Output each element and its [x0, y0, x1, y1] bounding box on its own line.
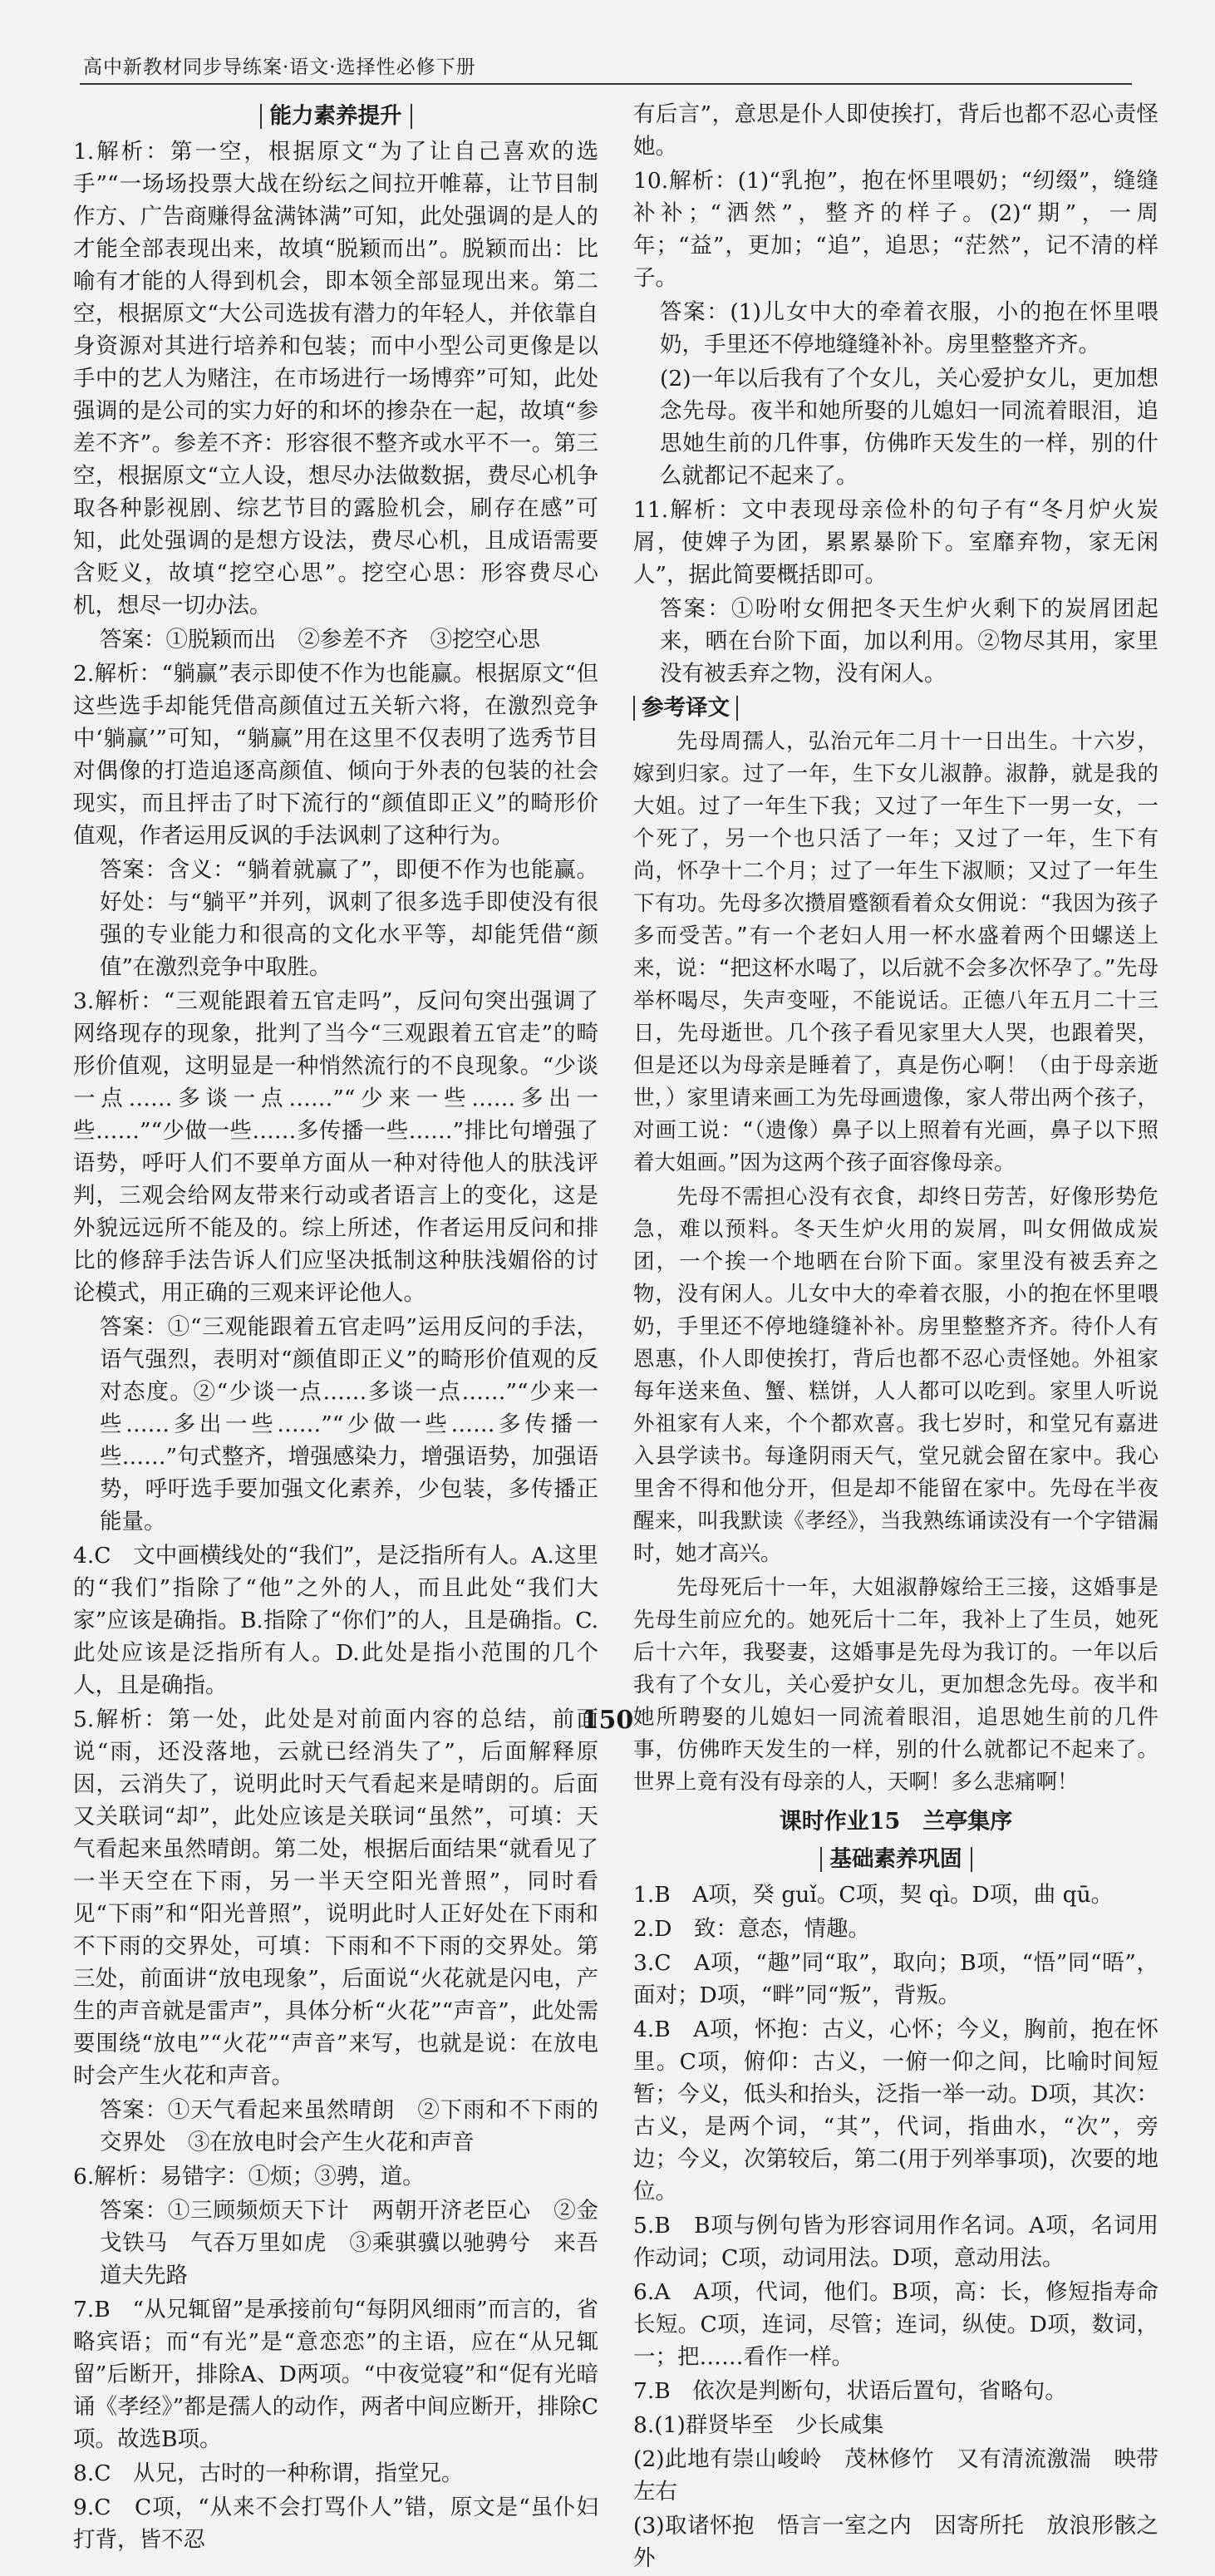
q4-answer: 4.C 文中画横线处的“我们”，是泛指所有人。A.这里的“我们”指除了“他”之外的人，而且此处“我们大家”应该是确指。B.指除了“你们”的人，且是确指。C.此处应该是泛指所有人。D.此处是指小范围的几个人，且是确指。 — [73, 1543, 598, 1698]
q7-answer: 7.B “从兄辄留”是承接前句“每阴风细雨”而言的，省略宾语；而“有光”是“意恋恋”的主语，应在“从兄辄留”后断开，排除A、D两项。“中夜觉寝”和“促有光暗诵《孝经》”都是孺人的动作，两者中间应断开，排除C项。故选B项。 — [73, 2297, 598, 2452]
q9-continued: 有后言”，意思是仆人即使挨打，背后也都不忍心责怪她。 — [633, 101, 1158, 160]
section-title-text: 基础素养巩固 — [820, 1847, 972, 1872]
section-title-ability — [73, 100, 598, 132]
lesson-answer-item: 7.B 依次是判断句，状语后置句，省略句。 — [633, 2378, 1067, 2404]
lesson-answer-item: 3.C A项，“趣”同“取”，取向；B项，“悟”同“晤”，面对；D项，“畔”同“叛”，背叛。 — [633, 1950, 1158, 2008]
lesson-title: 课时作业15 兰亭集序 — [779, 1809, 1013, 1835]
translation-paragraph: 先母死后十一年，大姐淑静嫁给王三接，这婚事是先母生前应允的。她死后十二年，我补上了生员，她死后十六年，我娶妻，这婚事是先母为我订的。一年以后我有了个女儿，关心爱护女儿，更加想念先母。夜半和她所聘娶的儿媳妇一同流着眼泪，追思她生前的几件事，仿佛昨天发生的一样，别的什么就都记不起来了。世界上竟有没有母亲的人，天啊！多么悲痛啊！ — [633, 1575, 1158, 1795]
q10-analysis: 10.解析：(1)“乳抱”，抱在怀里喂奶；“纫缀”，缝缝补补；“洒然”，整齐的样子。(2)“期”，一周年；“益”，更加；“追”，追思；“茫然”，记不清的样子。 — [633, 168, 1158, 291]
lesson-answer-item: 6.A A项，代词，他们。B项，高：长，修短指寿命长短。C项，连词，尽管；连词，纵使。D项，数词，一；把……看作一样。 — [633, 2279, 1158, 2370]
reference-translation-title: 参考译文 — [633, 696, 738, 721]
q8-answer: 8.C 从兄，古时的一种称谓，指堂兄。 — [73, 2460, 464, 2486]
q9-answer: 9.C C项，“从来不会打骂仆人”错，原文是“虽仆妇打背，皆不忍 — [73, 2495, 598, 2553]
lesson-answer-item: 8.(1)群贤毕至 少长咸集 — [633, 2412, 884, 2438]
translation-paragraph: 先母周孺人，弘治元年二月十一日出生。十六岁，嫁到归家。过了一年，生下女儿淑静。淑静，就是我的大姐。过了一年生下我；又过了一年生下一男一女，一个死了，另一个也只活了一年；又过了一年，生下有尚，怀孕十二个月；过了一年生下淑顺；又过了一年生下有功。先母多次攒眉蹙额看着众女佣说：“我因为孩子多而受苦。”有一个老妇人用一杯水盛着两个田螺送上来，说：“把这杯水喝了，以后就不会多次怀孕了。”先母举杯喝尽，失声变哑，不能说话。正德八年五月二十三日，先母逝世。几个孩子看见家里大人哭，也跟着哭，但是还以为母亲是睡着了，真是伤心啊！（由于母亲逝世，）家里请来画工为先母画遗像，家人带出两个孩子，对画工说：“（遗像）鼻子以上照着有光画，鼻子以下照着大姐画。”因为这两个孩子面容像母亲。 — [633, 729, 1158, 1175]
lesson-answer-item: 1.B A项，癸 guǐ。C项，契 qì。D项，曲 qū。 — [633, 1882, 1114, 1908]
page-number: 150 — [581, 1706, 634, 1735]
lesson-answer-item: (3)取诸怀抱 悟言一室之内 因寄所托 放浪形骸之外 — [633, 2513, 1158, 2571]
q2-answer: 答案：含义：“躺着就赢了”，即便不作为也能赢。好处：与“躺平”并列，讽刺了很多选手即使没有很强的专业能力和很高的文化水平等，却能凭借“颜值”在激烈竞争中取胜。 — [100, 857, 598, 980]
lesson-answer-item: 5.B B项与例句皆为形容词用作名词。A项，名词用作动词；C项，动词用法。D项，意动用法。 — [633, 2213, 1158, 2271]
q3-analysis: 3.解析：“三观能跟着五官走吗”，反问句突出强调了网络现存的现象，批判了当今“三观跟着五官走”的畸形价值观，这明显是一种悄然流行的不良现象。“少谈一点……多谈一点……”“少来一些……多出一些……”“少做一些……多传播一些……”排比句增强了语势，呼吁人们不要单方面从一种对待他人的肤浅评判，三观会给网友带来行动或者语言上的变化，这是外貌远远所不能及的。综上所述，作者运用反问和排比的修辞手法告诉人们应坚决抵制这种肤浅媚俗的讨论模式，用正确的三观来评论他人。 — [73, 988, 598, 1306]
q3-answer: 答案：①“三观能跟着五官走吗”运用反问的手法，语气强烈，表明对“颜值即正义”的畸形价值观的反对态度。②“少谈一点……多谈一点……”“少来一些……多出一些……”“少做一些……多传播一些……”句式整齐，增强感染力，增强语势，加强语势，呼吁选手要加强文化素养，少包装，多传播正能量。 — [100, 1314, 598, 1534]
q2-analysis: 2.解析：“躺赢”表示即使不作为也能赢。根据原文“但这些选手却能凭借高颜值过五关斩六将，在激烈竞争中‘躺赢’”可知，“躺赢”用在这里不仅表明了选秀节目对偶像的打造追逐高颜值、倾向于外表的包装的社会现实，而且抨击了时下流行的“颜值即正义”的畸形价值观，作者运用反讽的手法讽刺了这种行为。 — [73, 661, 598, 849]
lesson-answer-item: (2)此地有崇山峻岭 茂林修竹 又有清流激湍 映带左右 — [633, 2446, 1158, 2505]
q1-answer: 答案：①脱颖而出 ②参差不齐 ③挖空心思 — [100, 627, 540, 653]
reference-translation — [633, 726, 1158, 1799]
left-column — [73, 98, 598, 2558]
header-rule — [80, 83, 1132, 85]
q6-analysis: 6.解析：易错字：①烦；③骋，道。 — [73, 2164, 425, 2189]
translation-paragraph: 先母不需担心没有衣食，却终日劳苦，好像形势危急，难以预料。冬天生炉火用的炭屑，叫女佣做成炭团，一个挨一个地晒在台阶下面。家里没有被丢弃之物，没有闲人。儿女中大的牵着衣服，小的抱在怀里喂奶，手里还不停地缝缝补补。房里整整齐齐。待仆人有恩惠，仆人即使挨打，背后也都不忍心责怪她。外祖家每年送来鱼、蟹、糕饼，人人都可以吃到。家里人听说外祖家有人来，个个都欢喜。我七岁时，和堂兄有嘉进入县学读书。每逢阴雨天气，堂兄就会留在家中。我心里舍不得和他分开，但是却不能留在家中。先母在半夜醒来，叫我默读《孝经》，当我熟练诵读没有一个字错漏时，她才高兴。 — [633, 1185, 1158, 1566]
q1-analysis: 1.解析：第一空，根据原文“为了让自己喜欢的选手”“一场场投票大战在纷纭之间拉开帷幕，让节目制作方、广告商赚得盆满钵满”可知，此处强调的是人的才能全部表现出来，故填“脱颖而出”。脱颖而出：比喻有才能的人得到机会，即本领全部显现出来。第二空，根据原文“大公司选拔有潜力的年轻人，并依靠自身资源对其进行培养和包装；而中小型公司更像是以手中的艺人为赌注，在市场进行一场博弈”可知，此处强调的是公司的实力好的和坏的掺杂在一起，故填“参差不齐”。参差不齐：形容很不整齐或水平不一。第三空，根据原文“立人设，想尽办法做数据，费尽心机争取各种影视剧、综艺节目的露脸机会，刷存在感”可知，此处强调的是想方设法，费尽心机，且成语需要含贬义，故填“挖空心思”。挖空心思：形容费尽心机，想尽一切办法。 — [73, 139, 598, 618]
q10-answer-2: (2)一年以后我有了个女儿，关心爱护女儿，更加想念先母。夜半和她所娶的儿媳妇一同流着眼泪，追思她生前的几件事，仿佛昨天发生的一样，别的什么就都记不起来了。 — [660, 366, 1158, 489]
q6-answer: 答案：①三顾频烦天下计 两朝开济老臣心 ②金戈铁马 气吞万里如虎 ③乘骐骥以驰骋兮 来吾道夫先路 — [100, 2198, 598, 2288]
lesson-answer-item: 4.B A项，怀抱：古义，心怀；今义，胸前，抱在怀里。C项，俯仰：古义，一俯一仰之间，比喻时间短暂；今义，低头和抬头，泛指一举一动。D项，其次：古义，是两个词，“其”，代词，指曲水，“次”，旁边；今义，次第较后，第二(用于列举事项)，次要的地位。 — [633, 2017, 1158, 2204]
lesson-answer-item: 2.D 致：意态，情趣。 — [633, 1916, 871, 1942]
q10-answer-1: 答案：(1)儿女中大的牵着衣服，小的抱在怀里喂奶，手里还不停地缝缝补补。房里整整齐齐。 — [660, 299, 1158, 357]
q11-answer: 答案：①吩咐女佣把冬天生炉火剩下的炭屑团起来，晒在台阶下面，加以利用。②物尽其用，家里没有被丢弃之物，没有闲人。 — [660, 596, 1158, 687]
q11-analysis: 11.解析：文中表现母亲俭朴的句子有“冬月炉火炭屑，使婢子为团，累累暴阶下。室靡弃物，家无闲人”，据此简要概括即可。 — [633, 497, 1158, 588]
q5-analysis: 5.解析：第一处，此处是对前面内容的总结，前面说“雨，还没落地，云就已经消失了”，后面解释原因，云消失了，说明此时天气看起来是晴朗的。后面又关联词“却”，此处应该是关联词“虽然”，可填：天气看起来虽然晴朗。第二处，根据后面结果“就看见了一半天空在下雨，另一半天空阳光普照”，同时看见“下雨”和“阳光普照”，说明此时人正好处在下雨和不下雨的交界处，可填：下雨和不下雨的交界处。第三处，前面讲“放电现象”，后面说“火花就是闪电，产生的声音就是雷声”，具体分析“火花”“声音”，此处需要围绕“放电”“火花”“声音”来写，也就是说：在放电时会产生火花和声音。 — [73, 1707, 598, 2089]
section-title-basic — [633, 1843, 1158, 1875]
running-header: 高中新教材同步导练案·语文·选择性必修下册 — [83, 57, 476, 78]
right-column — [633, 98, 1158, 2576]
reference-translation-heading — [633, 692, 1158, 724]
section-title-text: 能力素养提升 — [260, 104, 412, 129]
q5-answer: 答案：①天气看起来虽然晴朗 ②下雨和不下雨的交界处 ③在放电时会产生火花和声音 — [100, 2097, 598, 2155]
